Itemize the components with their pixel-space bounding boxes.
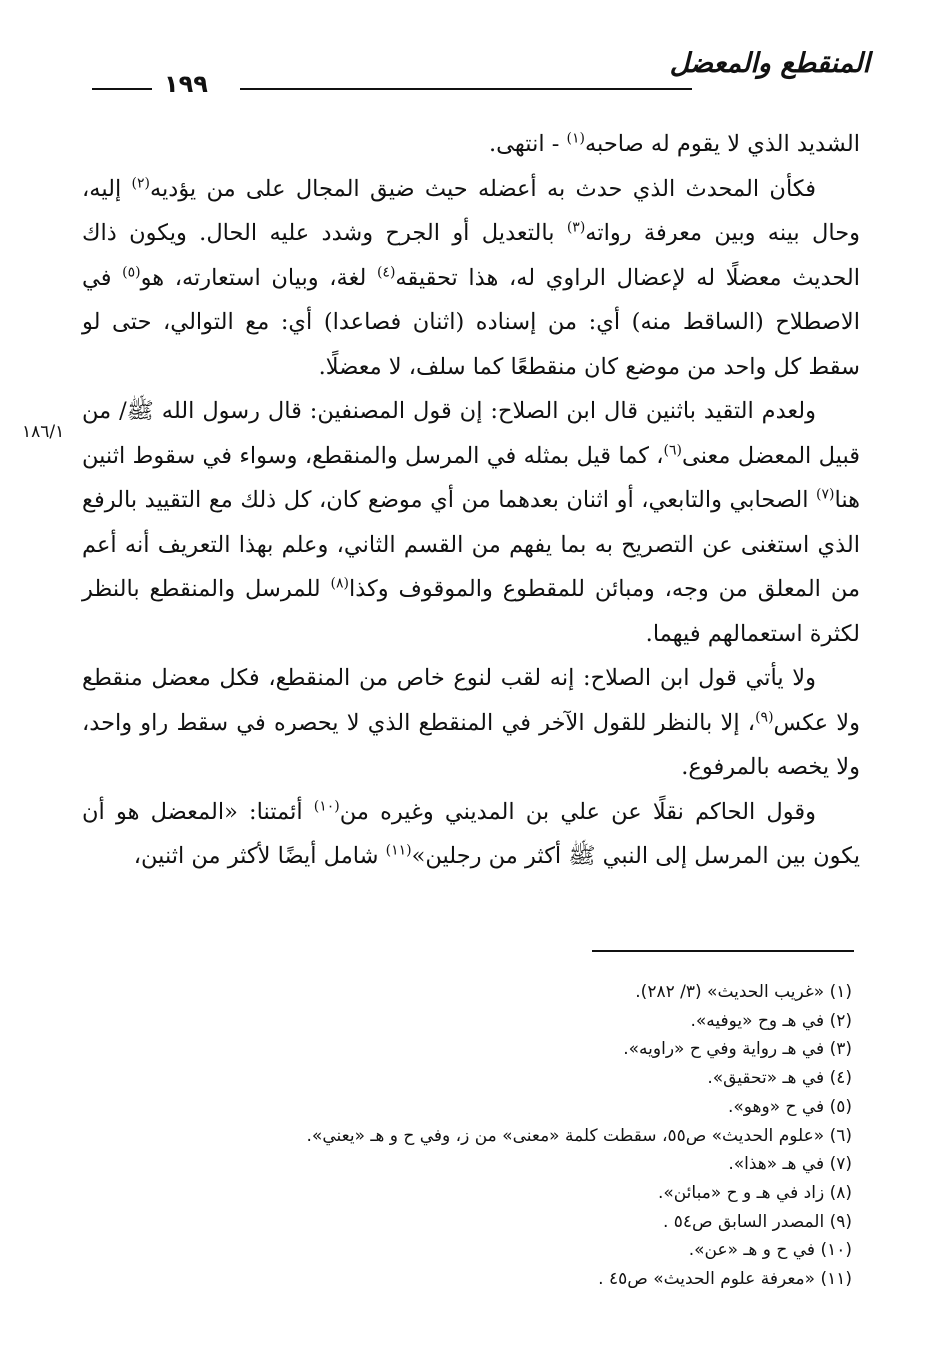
- page-number: ١٩٩: [164, 70, 208, 98]
- footnote: (٨) زاد في هـ و ح «مبائن».: [657, 1182, 852, 1203]
- footnote: (١١) «معرفة علوم الحديث» ص٤٥ .: [598, 1269, 852, 1290]
- footnote: (١) «غريب الحديث» (٣/ ٢٨٢).: [635, 982, 852, 1002]
- footnotes: [120, 978, 852, 1294]
- header-rule-short: [92, 88, 152, 90]
- footnote-marker[interactable]: (١): [566, 130, 585, 147]
- paragraph: [82, 656, 860, 790]
- paragraph-text: ولا يأتي قول ابن الصلاح: إنه لقب لنوع خاص من المنقطع، فكل معضل منقطع ولا عكس: [82, 665, 860, 736]
- paragraph: [82, 167, 860, 390]
- main-text: [82, 122, 860, 879]
- footnote-marker[interactable]: (٢): [131, 175, 150, 191]
- running-title: المنقطع والمعضل: [669, 48, 870, 79]
- paragraph-text: وقول الحاكم نقلًا عن علي بن المديني وغيره من: [339, 798, 816, 825]
- footnote-marker[interactable]: (١٠): [313, 798, 340, 814]
- footnote-marker[interactable]: (١١): [385, 842, 412, 859]
- footnote-separator: [592, 950, 854, 952]
- paragraph: [82, 122, 860, 167]
- footnote: (٦) «علوم الحديث» ص٥٥، سقطت كلمة «معنى» من ز، وفي ح و هـ «يعني».: [306, 1125, 852, 1146]
- footnote-marker[interactable]: (٦): [663, 442, 683, 458]
- paragraph-text: لغة، وبيان استعارته، هو: [140, 264, 377, 291]
- paragraph-text: للمرسل والمنقطع بالنظر لكثرة استعمالهم فيهما.: [82, 576, 860, 647]
- footnote: (١٠) في ح و هـ «عن».: [688, 1240, 852, 1261]
- paragraph: [82, 790, 860, 879]
- page-header: [80, 42, 870, 102]
- footnote-marker[interactable]: (٩): [755, 709, 774, 725]
- paragraph-text: بالتعديل أو الجرح وشدد عليه الحال. ويكون ذاك الحديث معضلًا له لإعضال الراوي له، هذا تحقيقه: [82, 220, 860, 291]
- paragraph-text: أئمتنا: «المعضل هو أن يكون بين المرسل إلى النبي ﷺ أكثر من رجلين»: [82, 798, 860, 869]
- paragraph-text: إليه، وحال بينه وبين معرفة رواته: [82, 175, 860, 246]
- paragraph-text: الشديد الذي لا يقوم له صاحبه: [584, 131, 860, 157]
- paragraph-text: الصحابي والتابعي، أو اثنان بعدهما من أي موضع كان، كل ذلك مع التقييد بالرفع الذي استغنى عن التصريح به بما يفهم من القسم الثاني، وعلم بهذا التعريف أنه أعم من المعلق من وجه، ومبائن للمقطوع والموقوف وكذا: [82, 487, 860, 602]
- footnote: (٥) في ح «وهو».: [727, 1096, 852, 1117]
- footnote-marker[interactable]: (٣): [566, 219, 586, 236]
- paragraph-text: شامل أيضًا لأكثر من اثنين،: [133, 843, 386, 869]
- footnote: (٢) في هـ وح «يوفيه».: [690, 1010, 852, 1031]
- paragraph-text: في الاصطلاح (الساقط منه) أي: من إسناده (اثنان فصاعدا) أي: مع التوالي، حتى لو سقط كل واحد من موضع كان منقطعًا كما سلف، لا معضلًا.: [82, 264, 860, 380]
- paragraph-text: ، إلا بالنظر للقول الآخر في المنقطع الذي لا يحصره في سقط راو واحد، ولا يخصه بالمرفوع.: [82, 709, 860, 780]
- footnote-marker[interactable]: (٥): [122, 264, 141, 280]
- paragraph-text: ولعدم التقيد باثنين قال ابن الصلاح: إن قول المصنفين: قال رسول الله ﷺ/ من قبيل المعضل معنى: [82, 398, 861, 469]
- paragraph-text: - انتهى.: [489, 131, 567, 157]
- header-rule: [240, 88, 692, 90]
- footnote: (٧) في هـ «هذا».: [728, 1154, 852, 1175]
- footnote-marker[interactable]: (٤): [376, 264, 396, 280]
- paragraph: [82, 389, 860, 656]
- footnote: (٩) المصدر السابق ص٥٤ .: [662, 1211, 852, 1232]
- footnote: (٤) في هـ «تحقيق».: [707, 1068, 852, 1089]
- margin-manuscript-reference: ١٨٦/١: [22, 422, 65, 442]
- footnote-marker[interactable]: (٨): [330, 575, 349, 592]
- paragraph-text: فكأن المحدث الذي حدث به أعضله حيث ضيق المجال على من يؤديه: [149, 175, 816, 202]
- paragraph-text: ، كما قيل بمثله في المرسل والمنقطع، وسواء في سقوط اثنين هنا: [82, 442, 860, 513]
- footnote-marker[interactable]: (٧): [816, 486, 835, 503]
- footnote: (٣) في هـ رواية وفي ح «راويه».: [623, 1039, 852, 1060]
